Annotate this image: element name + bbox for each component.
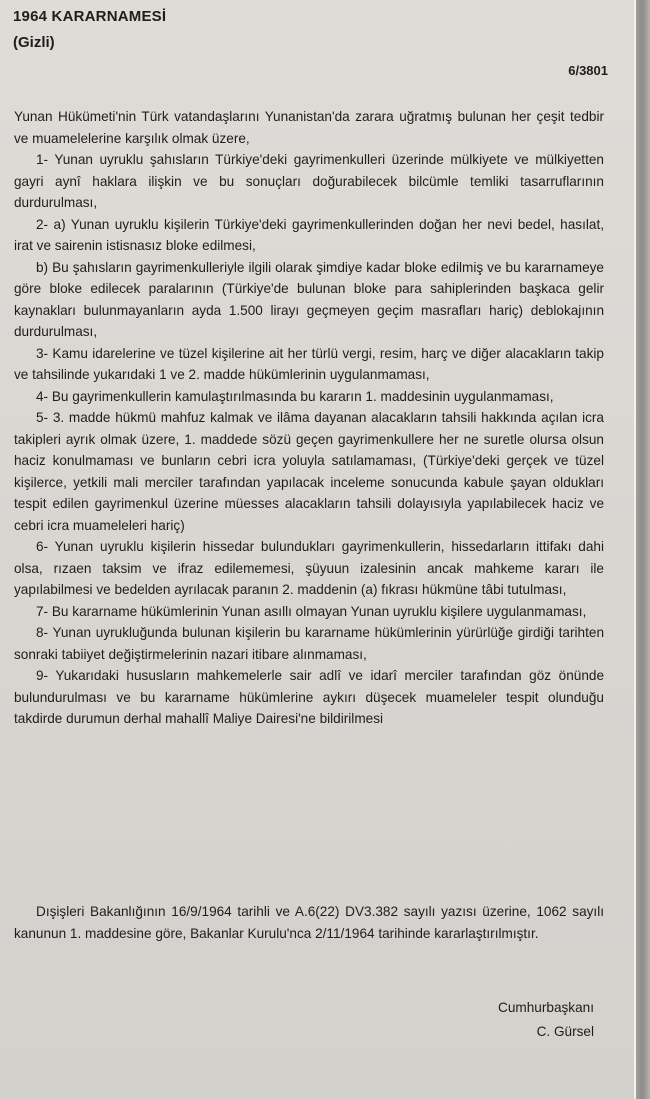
book-edge bbox=[634, 0, 650, 1099]
article-3: 3- Kamu idarelerine ve tüzel kişilerine ait her türlü vergi, resim, harç ve diğer alacakların takip ve tahsilinde yukarıdaki 1 ve 2. madde hükümlerinin uygulanmaması, bbox=[14, 345, 604, 382]
page-edge-line bbox=[634, 0, 636, 1099]
article-6: 6- Yunan uyruklu kişilerin hissedar bulundukları gayrimenkullerin, hissedarların ittifakı dahi olsa, rızaen taksim ve ifraz edilememesi, şüyuun izalesinin ancak mahkeme kararı ile yapılabilmesi ve bedelden ayrılacak paranın 2. maddenin (a) fıkrası hükmüne tâbi tutulması, bbox=[14, 539, 604, 597]
article-8: 8- Yunan uyrukluğunda bulunan kişilerin bu kararname hükümlerinin yürürlüğe girdiği tarihten sonraki tabiiyet değiştirmelerinin nazari itibare alınmaması, bbox=[14, 625, 604, 662]
article-7: 7- Bu kararname hükümlerinin Yunan asıllı olmayan Yunan uyruklu kişilere uygulanmaması, bbox=[36, 603, 587, 619]
intro-paragraph: Yunan Hükümeti'nin Türk vatandaşlarını Yunanistan'da zarara uğratmış bulunan her çeşit tedbir ve muamelelerine karşılık olmak üzere, bbox=[14, 109, 604, 146]
article-1: 1- Yunan uyruklu şahısların Türkiye'deki gayrimenkulleri üzerinde mülkiyete ve mülkiyetten gayri aynî haklara ilişkin ve bu sonuçları doğurabilecek bilcümle temliki tasarruflarının durdurulması, bbox=[14, 152, 604, 210]
decree-body bbox=[14, 106, 604, 730]
article-5: 5- 3. madde hükmü mahfuz kalmak ve ilâma dayanan alacakların tahsili hakkında açılan icra takipleri ayrık olmak üzere, 1. maddede sözü geçen gayrimenkullere her ne suretle olursa olsun haciz konulmaması ve bunların cebri icra yoluyla satılamaması, (Türkiye'deki gerçek ve tüzel kişilerce, yetkili mali merciler tarafından yapılacak inceleme sonucunda kabule şayan oldukları tespit edilen gayrimenkul üzerine müesses alacakların tahsili dolayısıyla yapılabilecek haciz ve cebri icra muameleleri hariç) bbox=[14, 410, 604, 533]
signature-role: Cumhurbaşkanı bbox=[498, 1000, 594, 1015]
document-title: 1964 KARARNAMESİ bbox=[13, 8, 167, 25]
article-4: 4- Bu gayrimenkullerin kamulaştırılmasında bu kararın 1. maddesinin uygulanmaması, bbox=[36, 388, 554, 404]
article-2b: b) Bu şahısların gayrimenkulleriyle ilgili olarak şimdiye kadar bloke edilmiş ve bu kararnameye göre bloke edilecek paralarının (Türkiye'de bulunan bloke para sahiplerinden başkaca gelir kaynakları bulunmayanların ayda 1.500 lirayı geçmeyen geçim masrafları hariç) deblokajının durdurulması, bbox=[14, 259, 604, 339]
signature-name: C. Gürsel bbox=[536, 1024, 594, 1039]
decree-number: 6/3801 bbox=[568, 63, 608, 78]
document-subtitle: (Gizli) bbox=[13, 34, 55, 51]
signature-block bbox=[498, 996, 594, 1044]
article-2a: 2- a) Yunan uyruklu kişilerin Türkiye'deki gayrimenkullerinden doğan her nevi bedel, hasılat, irat ve sairenin istisnasız bloke edilmesi, bbox=[14, 216, 604, 253]
article-9: 9- Yukarıdaki hususların mahkemelerle sair adlî ve idarî merciler tarafından göz önünde bulundurulması ve bu kararname hükümlerine aykırı düşecek muameleler tespit olunduğu takdirde durumun derhal mahallî Maliye Dairesi'ne bildirilmesi bbox=[14, 668, 604, 726]
closing-paragraph: Dışişleri Bakanlığının 16/9/1964 tarihli ve A.6(22) DV3.382 sayılı yazısı üzerine, 1062 sayılı kanunun 1. maddesine göre, Bakanlar Kurulu'nca 2/11/1964 tarihinde kararlaştırılmıştır. bbox=[14, 904, 604, 941]
